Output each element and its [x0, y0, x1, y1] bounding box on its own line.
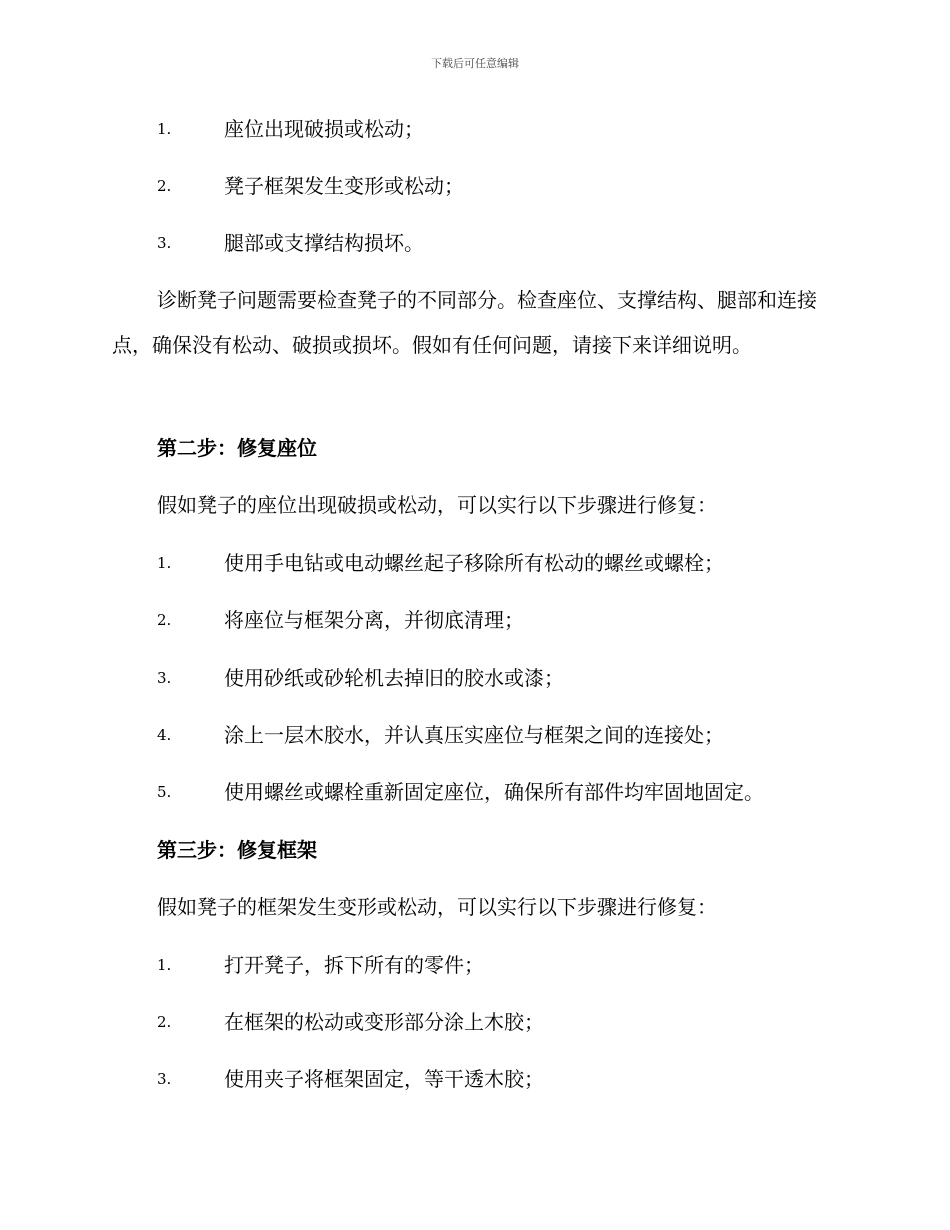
list-text: 在框架的松动或变形部分涂上木胶；: [224, 1010, 544, 1034]
list-text: 打开凳子，拆下所有的零件；: [224, 953, 484, 977]
list-text: 使用螺丝或螺栓重新固定座位，确保所有部件均牢固地固定。: [224, 780, 764, 804]
list-number: 2.: [157, 611, 172, 629]
section-intro: 假如凳子的框架发生变形或松动，可以实行以下步骤进行修复：: [157, 895, 717, 919]
list-text: 涂上一层木胶水，并认真压实座位与框架之间的连接处；: [224, 723, 724, 747]
list-number: 2.: [157, 1013, 172, 1031]
list-number: 3.: [157, 1070, 172, 1088]
list-number: 1.: [157, 554, 172, 572]
list-item: [0, 777, 950, 807]
list-text: 将座位与框架分离，并彻底清理；: [224, 608, 524, 632]
list-number: 4.: [157, 726, 172, 744]
list-item: [0, 548, 950, 578]
list-item: [0, 228, 950, 258]
list-number: 5.: [157, 783, 172, 801]
list-text: 座位出现破损或松动；: [224, 117, 424, 141]
list-number: 3.: [157, 669, 172, 687]
list-item: [0, 1007, 950, 1037]
section-intro: 假如凳子的座位出现破损或松动，可以实行以下步骤进行修复：: [157, 493, 717, 517]
list-item: [0, 663, 950, 693]
list-item: [0, 950, 950, 980]
list-number: 2.: [157, 177, 172, 195]
list-number: 1.: [157, 120, 172, 138]
list-item: [0, 1064, 950, 1094]
list-text: 凳子框架发生变形或松动；: [224, 174, 464, 198]
page-header-note: 下载后可任意编辑: [431, 57, 519, 70]
section-heading-repair-frame: 第三步：修复框架: [157, 838, 317, 862]
diagnosis-paragraph: 诊断凳子问题需要检查凳子的不同部分。检查座位、支撑结构、腿部和连接点，确保没有松动、破损或损坏。假如有任何问题，请接下来详细说明。: [112, 288, 817, 357]
list-item: [0, 114, 950, 144]
list-text: 使用夹子将框架固定，等干透木胶；: [224, 1067, 544, 1091]
list-text: 使用手电钻或电动螺丝起子移除所有松动的螺丝或螺栓；: [224, 551, 724, 575]
list-number: 1.: [157, 956, 172, 974]
list-item: [0, 171, 950, 201]
section-heading-repair-seat: 第二步：修复座位: [157, 436, 317, 460]
list-text: 使用砂纸或砂轮机去掉旧的胶水或漆；: [224, 666, 564, 690]
list-text: 腿部或支撑结构损坏。: [224, 231, 424, 255]
list-item: [0, 605, 950, 635]
list-item: [0, 720, 950, 750]
list-number: 3.: [157, 234, 172, 252]
